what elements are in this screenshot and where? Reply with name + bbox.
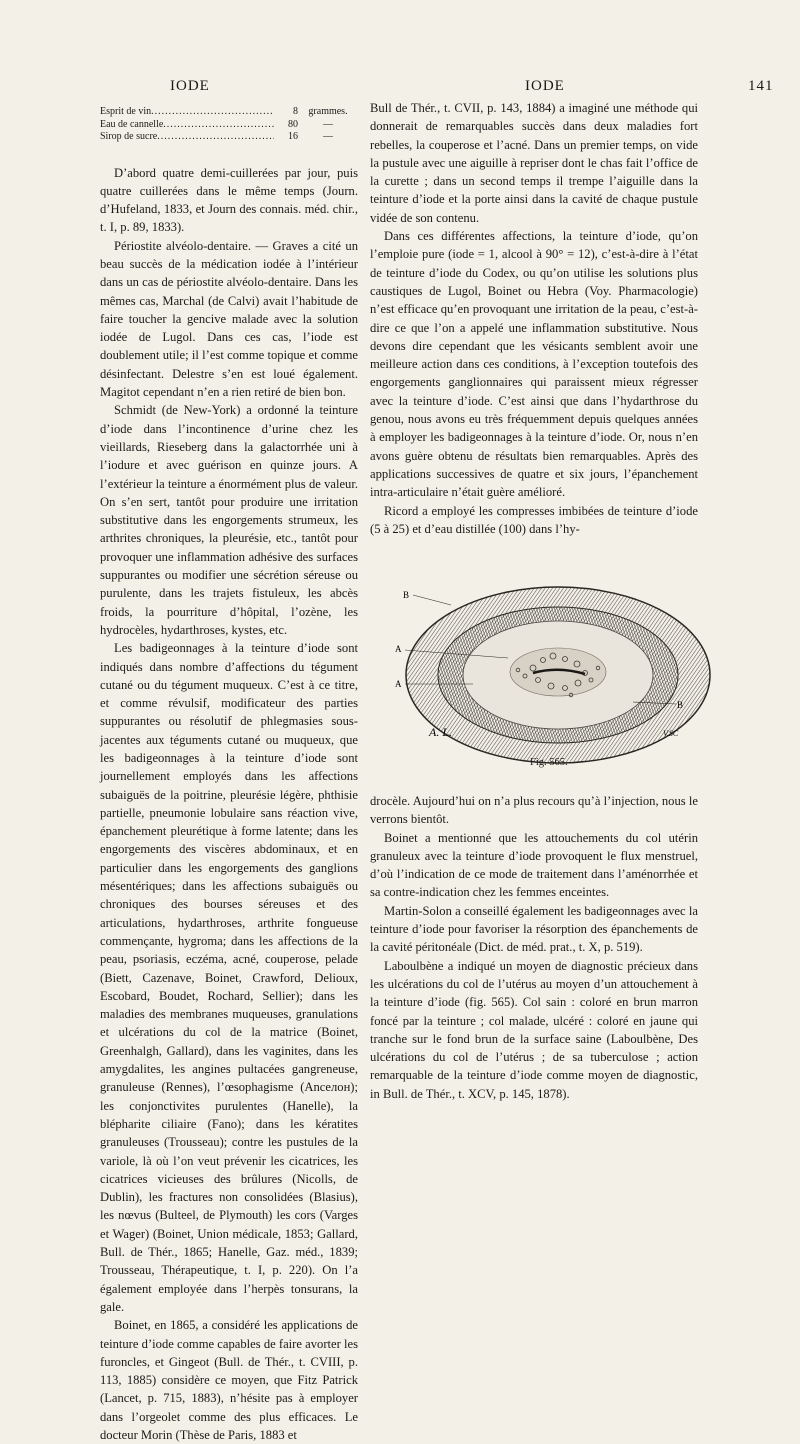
figure-label-a-upper: A	[395, 644, 402, 654]
paragraph: D’abord quatre demi-cuillerées par jour, puis quatre cuillerées dans le même temps (Journ. d’Hufeland, 1833, et Journ des connais. méd. chir., t. I, p. 89, 1833).	[100, 165, 358, 235]
paragraph: drocèle. Aujourd’hui on n’a plus recours qu’à l’injection, nous le verrons bientôt.	[370, 794, 698, 827]
paragraph: Boinet, en 1865, a considéré les applications de teinture d’iode comme capables de faire avorter les furoncles, et Gingeot (Bull. de Thér., t. CVIII, p. 113, 1885) considère ce moyen, que Fitz Patrick (Lancet, p. 715, 1883), n’hésite pas à employer dans l’orgeolet comme des plus efficaces. Le docteur Morin (Thèse de Paris, 1883 et	[100, 1318, 358, 1442]
paragraph: Schmidt (de New-York) a ordonné la teinture d’iode dans l’incontinence d’urine chez les vieillards, Rieseberg dans la galactorrhée uni à l’iodure et avec guérison en quinze jours. A l’extérieur la teinture a énormément plus de valeur. On s’en sert, tantôt pour produire une irritation substitutive dans les engorgements strumeux, les arthrites chroniques, la pleurésie, etc., tantôt pour provoquer une inflammation adhésive des surfaces suppurantes ou modifier une sécrétion séreuse ou purulente, dans les trajets fistuleux, les abcès froids, la pourriture d’hôpital, l’ozène, les hydrocèles, hydarthroses, kystes, etc.	[100, 403, 358, 637]
page-number: 141	[748, 78, 774, 94]
recipe-row	[100, 106, 358, 119]
recipe-ingredient: Eau de cannelle	[100, 118, 164, 130]
recipe-unit: —	[323, 131, 333, 142]
paragraph: Bull de Thér., t. CVII, p. 143, 1884) a imaginé une méthode qui donnerait de remarquables succès dans deux maladies fort rebelles, la couperose et l’acné. Dans un premier temps, on vide la pustule avec une aiguille à repriser dont le chas fait l’office de la curette ; dans un second temps il trempe l’aiguille dans la teinture d’iode et la porte ainsi dans la cavité de chaque pustule vidée de son contenu.	[370, 101, 698, 225]
header-right-title: IODE	[525, 78, 565, 94]
recipe-unit: grammes.	[308, 106, 348, 117]
recipe-table	[100, 106, 358, 144]
engraver-signature-right: V.SC	[663, 729, 679, 738]
paragraph: Les badigeonnages à la teinture d’iode sont indiqués dans nombre d’affections du tégument cutané ou du tégument muqueux. C’est à ce titre, et comme révulsif, modificateur des parties suppurantes ou résolutif de phlegmasies sous-jacentes aux téguments cutané ou muqueux, que les badigeonnages à la teinture d’iode sont journellement employés dans les affections subaiguës de la poitrine, pleurésie légère, phthisie partielle, pneumonie lobulaire sans réaction vive, épanchement pleurétique à forme latente; dans les engorgements des viscères abdominaux, et en particulier dans les engorgements des ganglions mésentériques; dans les affections subaiguës ou chroniques des bourses séreuses et des articulations, hydarthroses, arthrite fongueuse commençante, hygroma; dans les affections de la peau, psoriasis, eczéma, acné, couperose, pelade (Biett, Cazenave, Boinet, Crawford, Delioux, Escobard, Boudet, Rochard, Sellier); dans les maladies des membranes muqueuses, granulations et ulcérations du col de la matrice (Boinet, Greenhalgh, Gallard), dans les vaginites, dans les amygdalites, les angines pultacées gangreneuse, granuleuse (Rennes), l’œsophagisme (Anceлон); les conjonctivites purulentes (Hanelle), la blépharite ciliaire (Fano); dans les kératites granuleuses (Trousseau); contre les pustules de la variole, là où l’on veut prévenir les cicatrices, les cicatrices vicieuses des brûlures (Nicolls, de Dublin), les fractures non consolidées (Blasius), les nœvus (Bulteel, de Plymouth) les cors (Varges et Wager) (Boinet, Union médicale, 1853; Gallard, Bull. de Thér., 1865; Hanelle, Gaz. méd., 1839; Trousseau, Thérapeutique, t. I, p. 220). On l’a également employée dans l’herpès tonsurans, la gale.	[100, 641, 358, 1314]
recipe-row	[100, 119, 358, 132]
engraver-signature-left: A. L.	[429, 725, 453, 739]
paragraph: Boinet a mentionné que les attouchements du col utérin granuleux avec la teinture d’iode provoquent le flux menstruel, d’où l’indication de ce mode de traitement dans l’aménorrhée et sa contre-indication chez les femmes enceintes.	[370, 830, 698, 900]
right-column-bottom	[370, 792, 698, 1103]
recipe-amount: 80	[288, 118, 298, 130]
recipe-row	[100, 131, 358, 144]
header-left-title: IODE	[170, 78, 210, 94]
figure-label-b-right: B	[677, 700, 684, 710]
recipe-amount: 8	[293, 106, 298, 117]
cervix-engraving	[393, 580, 713, 780]
paragraph: Dans ces différentes affections, la teinture d’iode, qu’on l’emploie pure (iode = 1, alcool à 90° = 12), c’est-à-dire à l’état de teinture d’iode du Codex, ou qu’on utilise les solutions plus caustiques de Lugol, Boinet ou Hebra (Voy. Pharmacologie) n’est efficace qu’en provoquant une irritation de la peau, c’est-à-dire ce que l’on a appelé une inflammation substitutive. Nous devons dire cependant que les vésicants semblent avoir une meilleure action dans ces conditions, à l’exception toutefois des engorgements ganglionnaires qui paraissent mieux régresser avec la teinture d’iode. C’est ainsi que dans l’hydarthrose du genou, nous avons eu très fréquemment depuis quelques années à employer les badigeonnages à la teinture d’iode. Or, nous n’en avons guère obtenu de résultats bien remarquables. Après des applications successives de quatre et six jours, l’épanchement intra-articulaire n’était guère amélioré.	[370, 229, 698, 500]
paragraph: Martin-Solon a conseillé également les badigeonnages avec la teinture d’iode pour favoriser la résorption des épanchements de la cavité péritonéale (Dict. de méd. prat., t. X, p. 519).	[370, 903, 698, 955]
recipe-ingredient: Esprit de vin	[100, 106, 152, 117]
left-column	[100, 106, 358, 1444]
paragraph: Périostite alvéolo-dentaire. — Graves a cité un beau succès de la médication iodée à l’intérieur dans un cas de périostite alvéolo-dentaire. Dans les mêmes cas, Marchal (de Calvi) avait l’habitude de faire toucher la gencive malade avec la solution iodée de Lugol. Dans ces cas, l’iode est doublement utile; il l’est comme topique et comme désinfectant. Delestre s’en est loué également. Magitot cependant n’en a rien retiré de bien bon.	[100, 238, 358, 400]
figure-caption: Fig. 565.	[530, 757, 568, 768]
recipe-ingredient: Sirop de sucre	[100, 131, 158, 142]
figure-label-b-top: B	[403, 590, 410, 600]
paragraph: Laboulbène a indiqué un moyen de diagnostic précieux dans les ulcérations du col de l’utérus au moyen d’un attouchement à la teinture d’iode (fig. 565). Col sain : coloré en brun marron foncé par la teinture ; col malade, ulcéré : coloré en jaune qui tranche sur le fond brun de la surface saine (Laboulbène, Des ulcérations du col de l’utérus ; de sa tuberculose ; action remarquable de la teinture d’iode comme moyen de diagnostic, in Bull. de Thér., t. XCV, p. 145, 1878).	[370, 958, 698, 1101]
figure-label-a-lower: A	[395, 679, 402, 689]
paragraph: Ricord a employé les compresses imbibées de teinture d’iode (5 à 25) et d’eau distillée (100) dans l’hy-	[370, 503, 698, 536]
recipe-unit: —	[323, 118, 333, 130]
figure-565-illustration	[393, 580, 713, 780]
recipe-amount: 16	[288, 131, 298, 142]
right-column-top	[370, 99, 698, 538]
